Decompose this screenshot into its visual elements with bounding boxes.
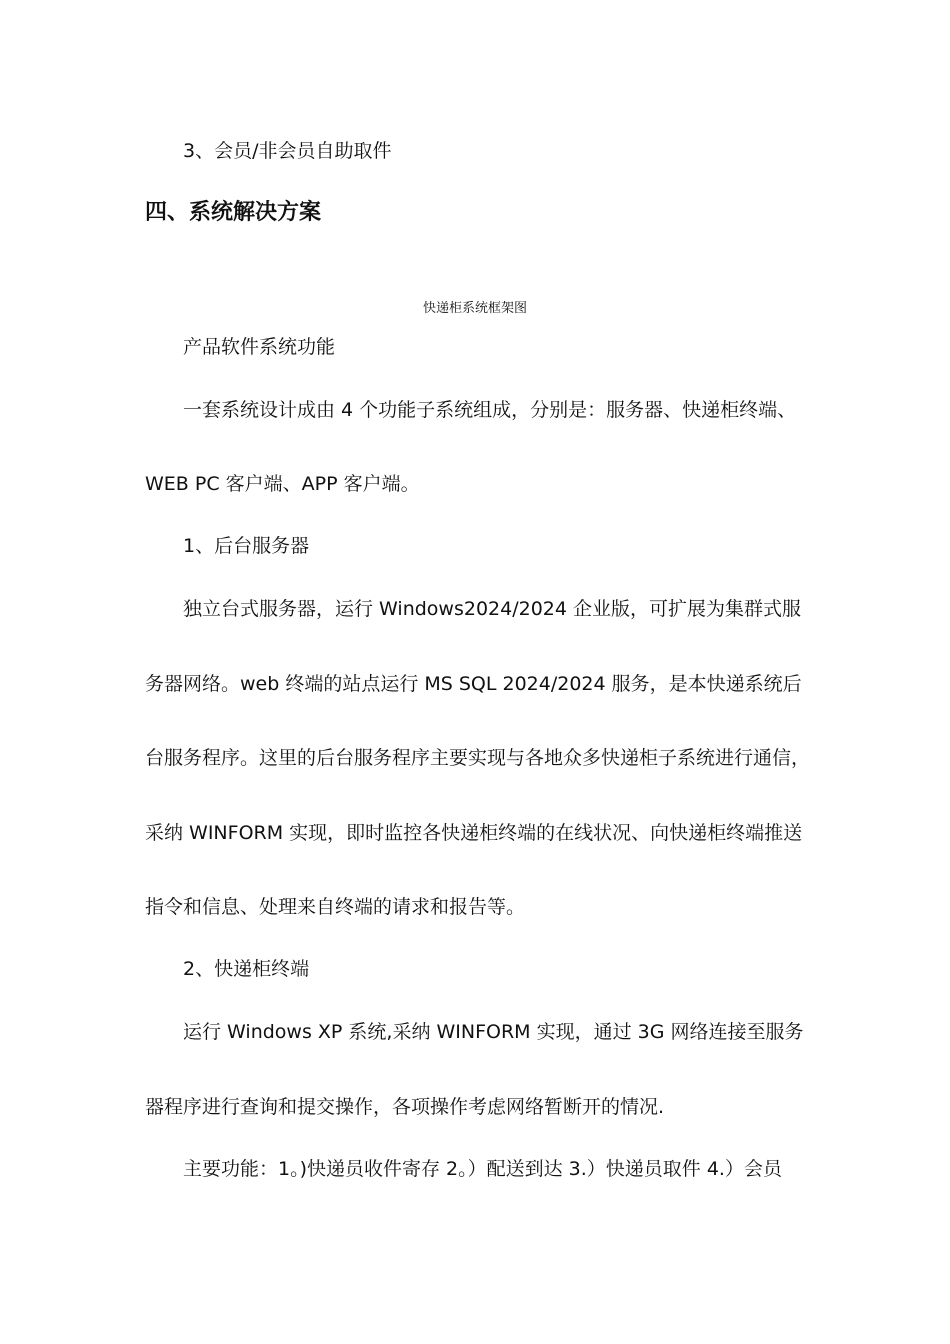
server-paragraph-line-5: 指令和信息、处理来自终端的请求和报告等。 [145,896,526,918]
server-paragraph-line-2: 务器网络。web 终端的站点运行 MS SQL 2024/2024 服务，是本快递系统后 [145,673,802,695]
main-functions-line: 主要功能：1。)快递员收件寄存 2。）配送到达 3.）快递员取件 4.）会员 [183,1158,782,1180]
server-paragraph-line-3: 台服务程序。这里的后台服务程序主要实现与各地众多快递柜子系统进行通信， [145,747,811,769]
server-paragraph-line-4: 采纳 WINFORM 实现，即时监控各快递柜终端的在线状况、向快递柜终端推送 [145,822,803,844]
terminal-paragraph-line-2: 器程序进行查询和提交操作，各项操作考虑网络暂断开的情况. [145,1096,665,1118]
section-4-heading: 四、系统解决方案 [145,200,322,225]
item-3-title: 3、会员/非会员自助取件 [183,140,392,162]
server-section-title: 1、后台服务器 [183,535,310,557]
figure-caption: 快递柜系统框架图 [422,301,527,316]
intro-paragraph-line-2: WEB PC 客户端、APP 客户端。 [145,473,420,495]
terminal-section-title: 2、快递柜终端 [183,958,310,980]
intro-paragraph-line-1: 一套系统设计成由 4 个功能子系统组成，分别是：服务器、快递柜终端、 [183,399,797,421]
terminal-paragraph-line-1: 运行 Windows XP 系统,采纳 WINFORM 实现，通过 3G 网络连接至服务 [183,1021,804,1043]
product-functions-title: 产品软件系统功能 [183,336,336,358]
server-paragraph-line-1: 独立台式服务器，运行 Windows2024/2024 企业版，可扩展为集群式服 [183,598,802,620]
